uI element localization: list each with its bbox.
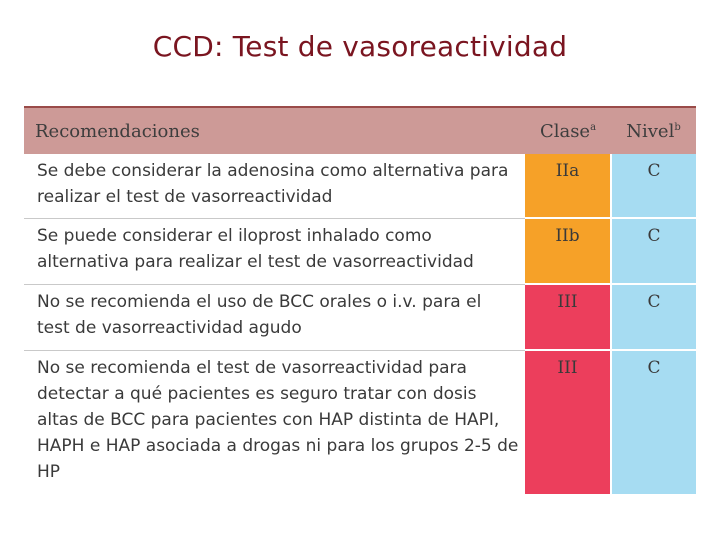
header-class: Clase$^a$: [525, 107, 611, 154]
class-cell: IIa: [525, 154, 611, 218]
recommendation-text: Se puede considerar el iloprost inhalado como alternativa para realizar el test de vasorreactividad: [24, 218, 525, 284]
class-cell: III: [525, 350, 611, 494]
table-row: [24, 218, 696, 284]
header-level-footnote: b: [674, 121, 681, 133]
level-cell: C: [611, 218, 696, 284]
class-cell: IIb: [525, 218, 611, 284]
class-cell: III: [525, 284, 611, 350]
recommendation-text: No se recomienda el uso de BCC orales o i.v. para el test de vasorreactividad agudo: [24, 284, 525, 350]
recommendation-text: No se recomienda el test de vasorreactividad para detectar a qué pacientes es seguro tratar con dosis altas de BCC para pacientes con HAP distinta de HAPI, HAPH e HAP asociada a drogas ni para los grupos 2-5 de HP: [37, 357, 519, 482]
table-row: [24, 154, 696, 218]
level-cell: C: [611, 154, 696, 218]
table-row: [24, 350, 696, 494]
header-level: Nivel$^b$: [611, 107, 696, 154]
header-class-footnote: a: [590, 121, 597, 133]
header-recommendations: Recomendaciones: [24, 107, 525, 154]
slide-title: CCD: Test de vasoreactividad: [152, 30, 568, 63]
level-cell: C: [611, 350, 696, 494]
recommendations-table: [24, 106, 696, 494]
table-header-row: [24, 107, 696, 154]
level-cell: C: [611, 284, 696, 350]
table-row: [24, 284, 696, 350]
recommendation-text: Se debe considerar la adenosina como alternativa para realizar el test de vasorreactividad: [24, 154, 525, 218]
